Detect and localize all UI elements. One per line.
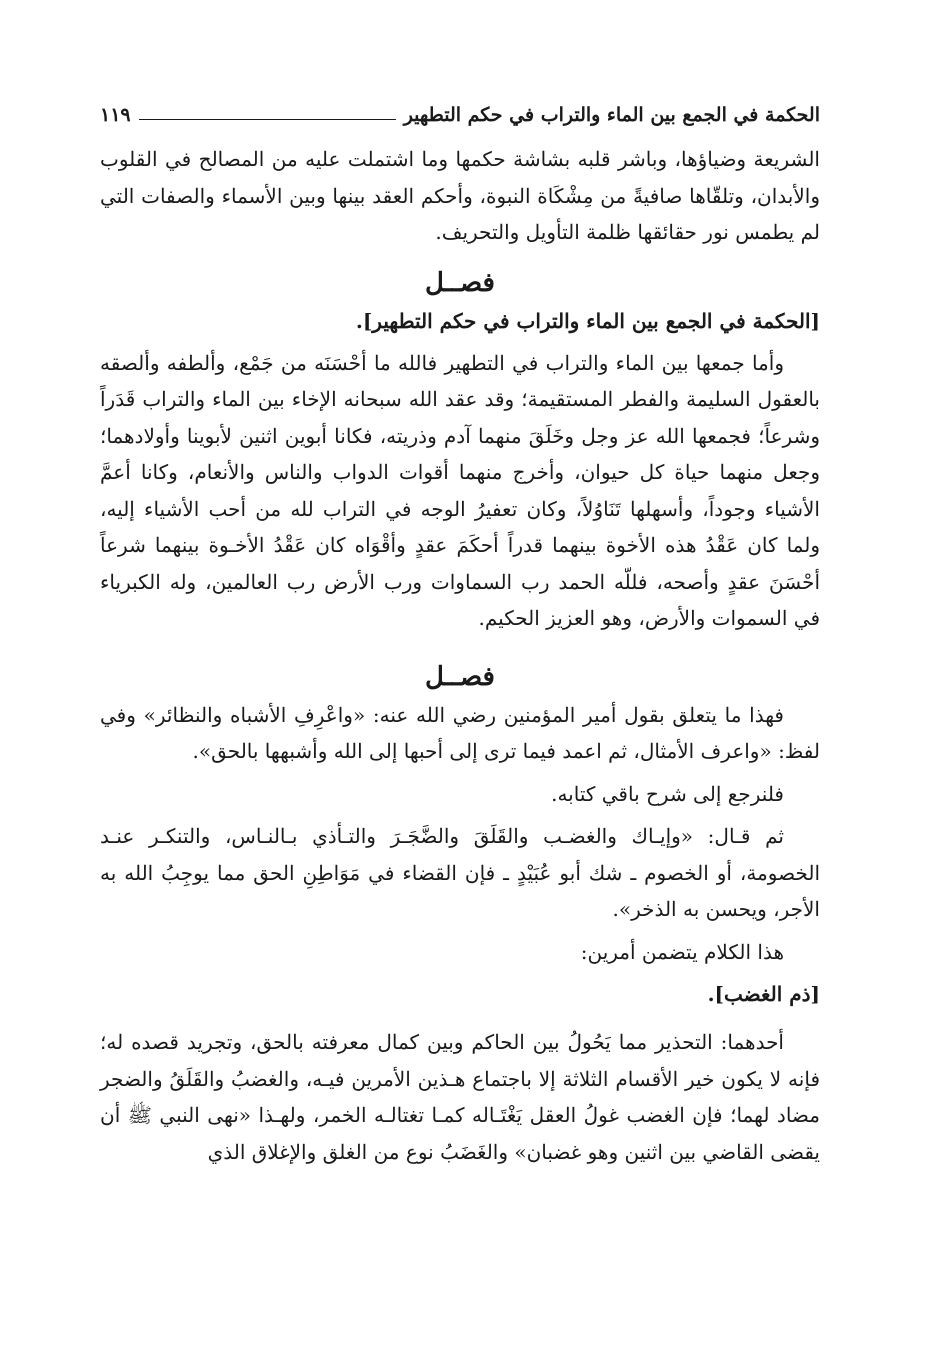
running-title: الحكمة في الجمع بين الماء والتراب في حكم التطهير — [403, 104, 820, 126]
section-heading: [ذم الغضب]. — [707, 982, 820, 1006]
book-page — [100, 95, 820, 1170]
section-title-fasl: فصــل — [425, 267, 495, 298]
running-header — [100, 95, 820, 135]
paragraph-return: فلنرجع إلى شرح باقي كتابه. — [551, 781, 784, 806]
header-rule — [139, 119, 396, 120]
paragraph-quote: فهذا ما يتعلق بقول أمير المؤمنين رضي الله عنه: «واعْرِفِ الأشباه والنظائر» وفي لفظ: «واعرف الأمثال، ثم اعمد فيما ترى إلى أحبها إلى الله وأشبهها بالحق». — [100, 702, 820, 763]
paragraph-anger-quote: ثم قـال: «وإيـاك والغضـب والقَلَقَ والضَّجَـرَ والتـأذي بـالنـاس، والتنكـر عنـد الخصومة، أو الخصوم ـ شك أبو عُبَيْدٍ ـ فإن القضاء في مَوَاطِنِ الحق مما يوجِبُ الله به الأجر، ويحسن به الذخر». — [100, 824, 820, 921]
section-title-fasl: فصــل — [425, 661, 495, 692]
paragraph-continuation: الشريعة وضياؤها، وباشر قلبه بشاشة حكمها وما اشتملت عليه من المصالح في القلوب والأبدان، وتلقّاها صافيةً من مِشْكَاة النبوة، وأحكم العقد بينها وبين الأسماء والصفات التي لم يطمس نور حقائقها ظلمة التأويل والتحريف. — [100, 147, 820, 244]
paragraph-first-matter: أحدهما: التحذير مما يَحُولُ بين الحاكم وبين كمال معرفته بالحق، وتجريد قصده له؛ فإنه لا يكون خير الأقسام الثلاثة إلا باجتماع هـذين الأمرين فيـه، والغضبُ والقَلَقُ والضجر مضاد لهما؛ فإن الغضب غولُ العقل يَغْتَـاله كمـا تغتالـه الخمر، ولهـذا «نهى النبي ﷺ أن يقضى القاضي بين اثنين وهو غضبان» والغَضَبُ نوع من الغلق والإغلاق الذي — [100, 1030, 820, 1164]
paragraph-water-earth: وأما جمعها بين الماء والتراب في التطهير فالله ما أحْسَنَه من جَمْع، وألطفه وألصقه بالعقول السليمة والفطر المستقيمة؛ وقد عقد الله سبحانه الإخاء بين الماء والتراب قَدَراً وشرعاً؛ فجمعها الله عز وجل وخَلَقَ منهما آدم وذريته، فكانا أبوين اثنين لأبوينا وأولادهما؛ وجعل منهما حياة كل حيوان، وأخرج منهما أقوات الدواب والناس والأنعام، وكانا أعمَّ الأشياء وجوداً، وأسهلها تَنَاوُلاً، وكان تعفيرُ الوجه في التراب لله من أحب الأشياء إليه، ولما كان عَقْدُ هذه الأخوة بينهما قدراً أحكَمَ عقدٍ وأقْوَاه كان عَقْدُ الأخـوة بينهما شرعاً أحْسَنَ عقدٍ وأصحه، فللّه الحمد رب السماوات ورب الأرض رب العالمين، وله الكبرياء في السموات والأرض، وهو العزيز الحكيم. — [100, 350, 820, 630]
page-number: ١١٩ — [100, 104, 131, 126]
section-heading: [الحكمة في الجمع بين الماء والتراب في حكم التطهير]. — [355, 308, 820, 333]
paragraph-two-matters: هذا الكلام يتضمن أمرين: — [580, 939, 784, 964]
